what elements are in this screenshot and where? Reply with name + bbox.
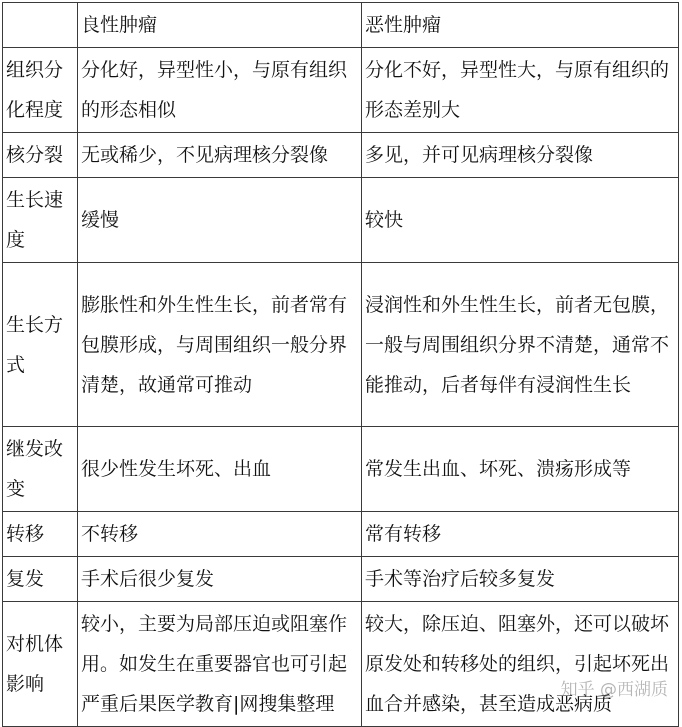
table-row — [3, 427, 679, 512]
header-cell-empty — [3, 3, 78, 48]
table-row — [3, 602, 679, 727]
row-label: 对机体影响 — [3, 602, 78, 727]
benign-cell: 手术后很少复发 — [78, 557, 362, 602]
benign-cell: 较小，主要为局部压迫或阻塞作用。如发生在重要器官也可引起严重后果医学教育|网搜集整理 — [78, 602, 362, 727]
watermark-text: 知乎 @西湖质 — [560, 680, 668, 700]
row-label: 转移 — [3, 512, 78, 557]
malignant-cell: 较快 — [362, 178, 679, 263]
benign-cell: 缓慢 — [78, 178, 362, 263]
malignant-cell: 手术等治疗后较多复发 — [362, 557, 679, 602]
comparison-table — [2, 2, 679, 727]
table-row — [3, 512, 679, 557]
benign-cell: 很少性发生坏死、出血 — [78, 427, 362, 512]
table-row — [3, 133, 679, 178]
benign-cell: 无或稀少，不见病理核分裂像 — [78, 133, 362, 178]
row-label: 组织分化程度 — [3, 48, 78, 133]
malignant-cell: 常发生出血、坏死、溃疡形成等 — [362, 427, 679, 512]
row-label: 核分裂 — [3, 133, 78, 178]
table-row — [3, 178, 679, 263]
malignant-cell: 多见，并可见病理核分裂像 — [362, 133, 679, 178]
malignant-cell: 较大，除压迫、阻塞外，还可以破坏原发处和转移处的组织，引起坏死出血合并感染，甚至造成恶病质 — [362, 602, 679, 727]
malignant-cell: 浸润性和外生性生长，前者无包膜，一般与周围组织分界不清楚，通常不能推动，后者每伴有浸润性生长 — [362, 263, 679, 427]
table-row — [3, 263, 679, 427]
row-label: 生长方式 — [3, 263, 78, 427]
row-label: 复发 — [3, 557, 78, 602]
malignant-cell: 常有转移 — [362, 512, 679, 557]
benign-cell: 分化好，异型性小，与原有组织的形态相似 — [78, 48, 362, 133]
table-row — [3, 557, 679, 602]
row-label: 继发改变 — [3, 427, 78, 512]
table-header-row — [3, 3, 679, 48]
table-row — [3, 48, 679, 133]
benign-cell: 膨胀性和外生性生长，前者常有包膜形成，与周围组织一般分界清楚，故通常可推动 — [78, 263, 362, 427]
header-benign: 良性肿瘤 — [78, 3, 362, 48]
malignant-cell: 分化不好，异型性大，与原有组织的形态差别大 — [362, 48, 679, 133]
row-label: 生长速度 — [3, 178, 78, 263]
header-malignant: 恶性肿瘤 — [362, 3, 679, 48]
benign-cell: 不转移 — [78, 512, 362, 557]
